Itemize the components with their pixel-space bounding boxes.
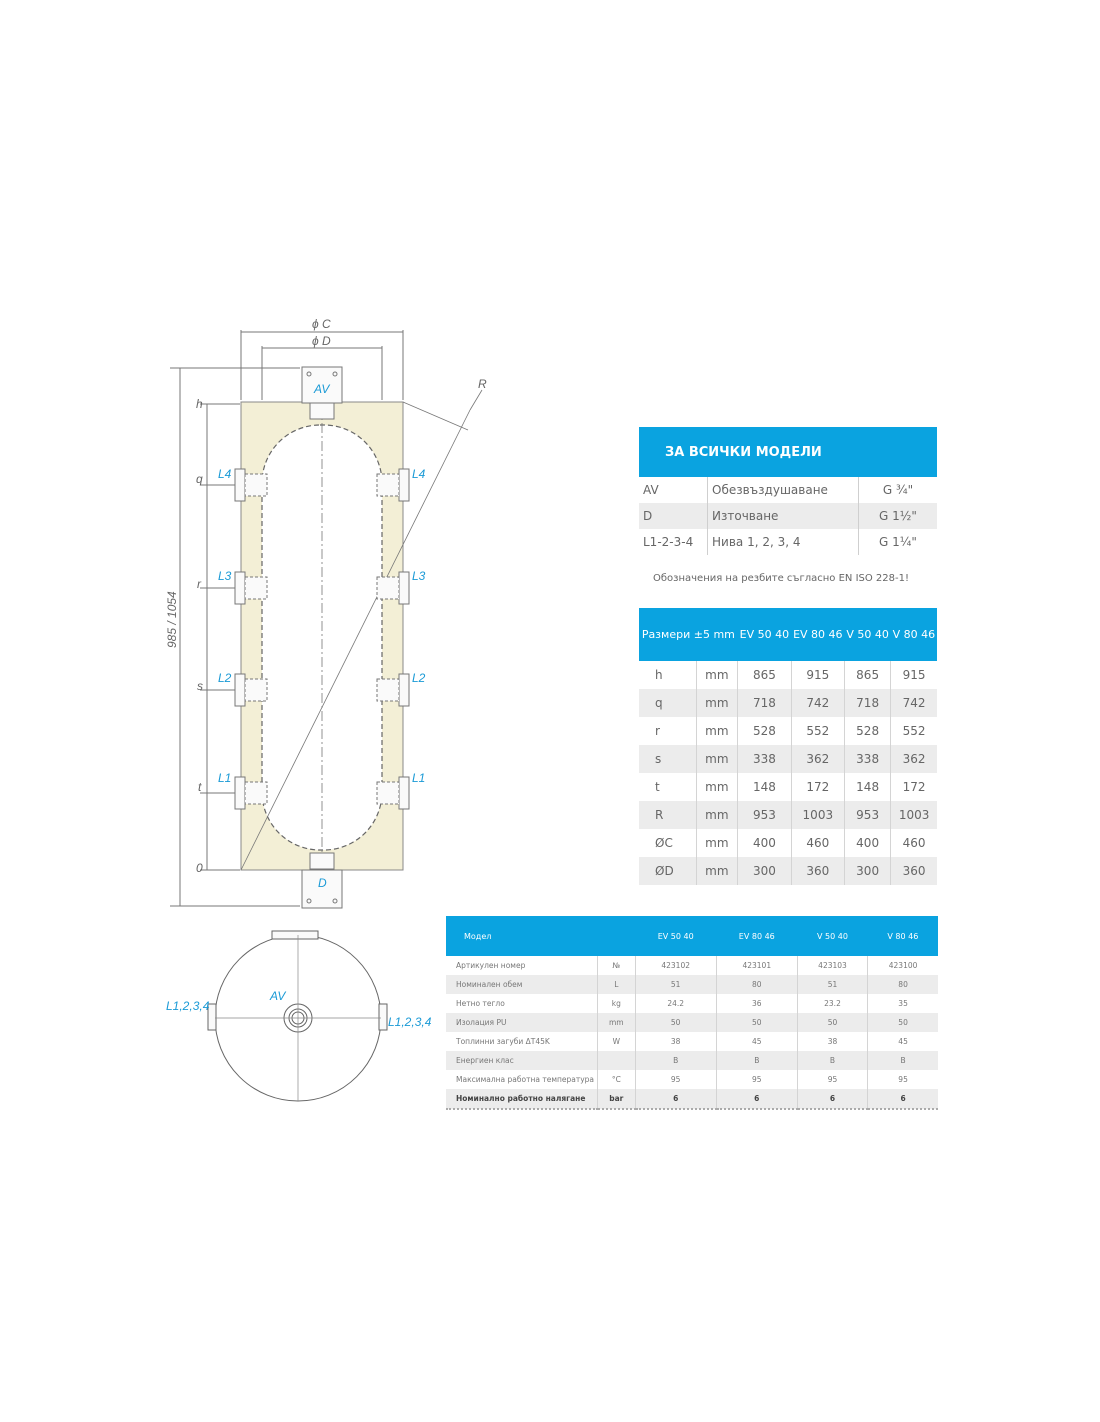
table-cell: 148: [845, 773, 891, 801]
table-cell: 423102: [635, 956, 716, 975]
table-cell: bar: [598, 1089, 636, 1109]
port-l1-left: L1: [218, 771, 232, 785]
port-d-label: D: [318, 876, 327, 890]
table-cell: mm: [696, 801, 738, 829]
table-row: [446, 1013, 938, 1032]
table-cell: Артикулен номер: [456, 961, 526, 970]
table-cell: 50: [635, 1013, 716, 1032]
table-cell: 80: [868, 975, 938, 994]
height-dim-label: 985 / 1054: [165, 591, 179, 648]
table-row: [446, 1089, 938, 1109]
model-header: EV 50 40: [635, 916, 716, 956]
dim-d-label: ϕ D: [312, 334, 331, 348]
port-l3-right: L3: [412, 569, 426, 583]
model-header: EV 80 46: [791, 608, 844, 661]
table-cell: L: [598, 975, 636, 994]
table-row: [639, 689, 937, 717]
table-row: [639, 801, 937, 829]
table-cell: 400: [845, 829, 891, 857]
table-cell: 300: [738, 857, 791, 885]
table-cell: 95: [868, 1070, 938, 1089]
specifications-table: [446, 916, 938, 1110]
table-cell: 338: [845, 745, 891, 773]
top-view-av-label: AV: [270, 989, 286, 1003]
table-row: [446, 975, 938, 994]
table-row: [639, 773, 937, 801]
top-view-right-label: L1,2,3,4: [388, 1015, 432, 1029]
table-cell: mm: [598, 1013, 636, 1032]
specifications-table-body: [446, 956, 938, 1109]
radius-label: R: [478, 377, 487, 391]
table-cell: mm: [696, 745, 738, 773]
model-header: V 80 46: [868, 916, 938, 956]
table-cell: ØC: [655, 836, 673, 850]
table-cell: 38: [797, 1032, 867, 1051]
table-cell: 953: [845, 801, 891, 829]
table-row: [446, 1032, 938, 1051]
table-cell: °C: [598, 1070, 636, 1089]
table-cell: 362: [791, 745, 844, 773]
table-cell: q: [639, 689, 696, 717]
table-cell: 528: [738, 717, 791, 745]
conn-desc: Нива 1, 2, 3, 4: [712, 535, 801, 549]
table-row: [446, 1051, 938, 1070]
port-av-label: AV: [314, 382, 330, 396]
table-cell: B: [868, 1051, 938, 1070]
table-cell: 45: [716, 1032, 797, 1051]
table-cell: Нетно тегло: [456, 999, 505, 1008]
table-cell: Енергиен клас: [446, 1051, 598, 1070]
table-cell: 528: [845, 717, 891, 745]
table-cell: ØD: [639, 857, 696, 885]
table-cell: 95: [716, 1070, 797, 1089]
table-row: [639, 857, 937, 885]
level-h: h: [196, 397, 203, 411]
table-cell: 6: [716, 1089, 797, 1109]
table-cell: 1003: [791, 801, 844, 829]
port-l2-right: L2: [412, 671, 426, 685]
model-header: V 50 40: [845, 608, 891, 661]
table-cell: 552: [791, 717, 844, 745]
table-cell: №: [598, 956, 636, 975]
table-cell: 51: [797, 975, 867, 994]
table-cell: 300: [845, 857, 891, 885]
port-l3-left: L3: [218, 569, 232, 583]
top-view-left-label: L1,2,3,4: [166, 999, 210, 1013]
table-cell: 552: [891, 717, 937, 745]
dim-c-label: ϕ C: [312, 317, 331, 331]
port-l4-right: L4: [412, 467, 426, 481]
spec-header-label: Модел: [446, 916, 635, 956]
conn-code: D: [639, 503, 708, 529]
conn-thread: G 1¼": [859, 529, 938, 555]
table-cell: 172: [791, 773, 844, 801]
level-r: r: [197, 577, 201, 591]
table-cell: 360: [791, 857, 844, 885]
table-cell: W: [598, 1032, 636, 1051]
table-cell: mm: [696, 661, 738, 689]
table-cell: 23.2: [797, 994, 867, 1013]
table-cell: 35: [868, 994, 938, 1013]
table-cell: 460: [791, 829, 844, 857]
table-cell: 338: [738, 745, 791, 773]
table-cell: Номинален обем: [446, 975, 598, 994]
table-cell: 51: [635, 975, 716, 994]
level-s: s: [197, 679, 203, 693]
table-cell: 362: [891, 745, 937, 773]
port-l1-right: L1: [412, 771, 426, 785]
table-cell: 6: [635, 1089, 716, 1109]
table-cell: 460: [891, 829, 937, 857]
table-cell: s: [639, 745, 696, 773]
table-cell: 1003: [891, 801, 937, 829]
dimensions-table-body: [639, 661, 937, 885]
table-cell: mm: [696, 857, 738, 885]
model-header: EV 50 40: [738, 608, 791, 661]
table-cell: mm: [696, 717, 738, 745]
table-cell: 865: [738, 661, 791, 689]
conn-thread: G 1½": [859, 503, 938, 529]
table-cell: mm: [696, 689, 738, 717]
table-cell: t: [655, 780, 660, 794]
table-cell: 865: [845, 661, 891, 689]
table-cell: 45: [868, 1032, 938, 1051]
conn-desc: Източване: [708, 503, 859, 529]
conn-desc: Обезвъздушаване: [712, 483, 828, 497]
table-row: [639, 745, 937, 773]
table-cell: 742: [791, 689, 844, 717]
connections-table-title: ЗА ВСИЧКИ МОДЕЛИ: [639, 427, 937, 477]
table-cell: mm: [696, 829, 738, 857]
table-cell: 50: [797, 1013, 867, 1032]
dimensions-table: [639, 608, 937, 885]
table-cell: 148: [738, 773, 791, 801]
table-cell: B: [635, 1051, 716, 1070]
table-cell: 172: [891, 773, 937, 801]
table-cell: 915: [791, 661, 844, 689]
table-row: [639, 661, 937, 689]
table-cell: r: [655, 724, 660, 738]
model-header: V 50 40: [797, 916, 867, 956]
table-cell: Изолация PU: [446, 1013, 598, 1032]
table-cell: B: [797, 1051, 867, 1070]
table-cell: 24.2: [635, 994, 716, 1013]
conn-code: L1-2-3-4: [639, 529, 708, 555]
conn-thread: G ¾": [859, 477, 938, 503]
table-cell: 423100: [868, 956, 938, 975]
table-cell: [598, 1051, 636, 1070]
port-l4-left: L4: [218, 467, 232, 481]
port-l2-left: L2: [218, 671, 232, 685]
table-cell: 6: [797, 1089, 867, 1109]
level-t: t: [198, 780, 202, 794]
table-cell: 36: [716, 994, 797, 1013]
table-cell: 50: [868, 1013, 938, 1032]
table-cell: 953: [738, 801, 791, 829]
conn-code: AV: [639, 477, 708, 503]
table-cell: kg: [598, 994, 636, 1013]
table-cell: 95: [797, 1070, 867, 1089]
table-cell: 6: [868, 1089, 938, 1109]
table-cell: 38: [635, 1032, 716, 1051]
table-cell: 718: [845, 689, 891, 717]
table-cell: 423103: [797, 956, 867, 975]
dimensions-header-label: Размери ±5 mm: [639, 608, 738, 661]
table-cell: 742: [891, 689, 937, 717]
table-cell: Топлинни загуби ΔT45K: [456, 1037, 550, 1046]
table-row: [446, 994, 938, 1013]
table-row: [446, 956, 938, 975]
thread-note: Обозначения на резбите съгласно EN ISO 228-1!: [653, 573, 909, 584]
table-cell: 423101: [716, 956, 797, 975]
table-cell: Номинално работно налягане: [446, 1089, 598, 1109]
table-cell: 718: [738, 689, 791, 717]
table-cell: 50: [716, 1013, 797, 1032]
level-0: 0: [196, 861, 203, 875]
model-header: EV 80 46: [716, 916, 797, 956]
table-cell: B: [716, 1051, 797, 1070]
model-header: V 80 46: [891, 608, 937, 661]
table-cell: Максимална работна температура: [456, 1075, 595, 1084]
table-cell: mm: [696, 773, 738, 801]
table-row: [639, 717, 937, 745]
level-q: q: [196, 472, 203, 486]
table-cell: 80: [716, 975, 797, 994]
table-cell: 915: [891, 661, 937, 689]
table-cell: R: [639, 801, 696, 829]
table-cell: 95: [635, 1070, 716, 1089]
table-cell: 400: [738, 829, 791, 857]
connections-table: [639, 427, 937, 555]
table-cell: h: [655, 668, 663, 682]
table-row: [446, 1070, 938, 1089]
table-cell: 360: [891, 857, 937, 885]
table-row: [639, 829, 937, 857]
